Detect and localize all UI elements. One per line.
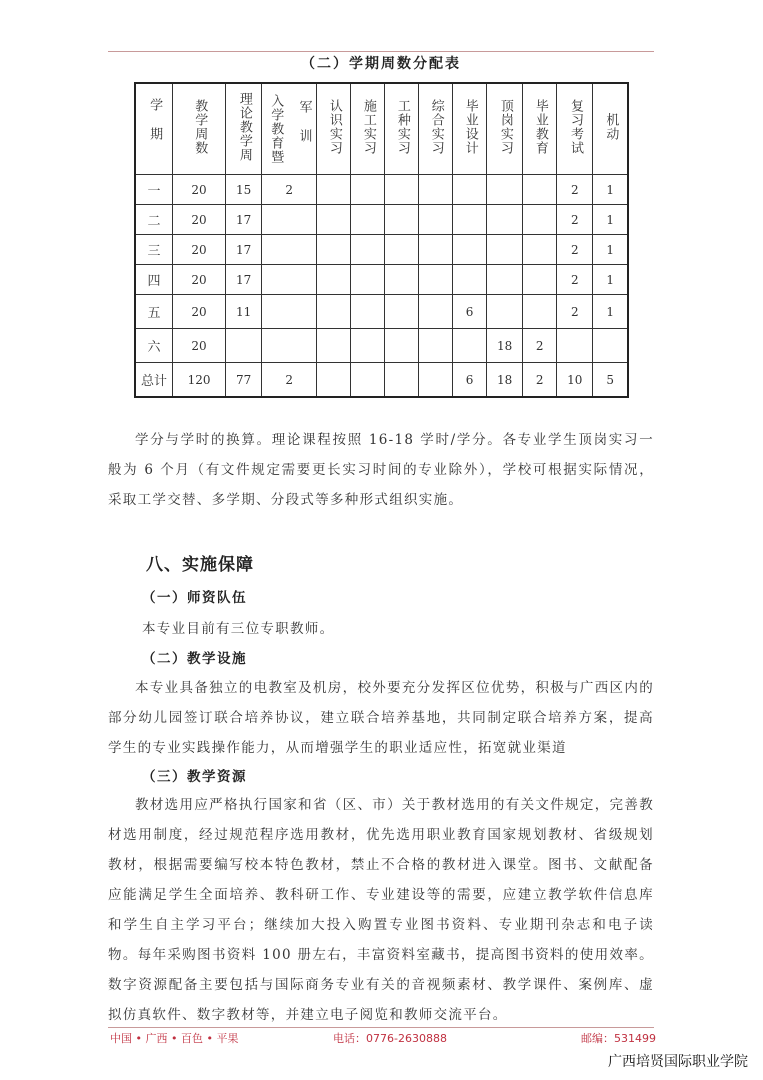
weeks-cell: 1 [593,175,628,205]
table-row [135,329,628,363]
footer-location: 中国 • 广西 • 百色 • 平果 [110,1032,239,1045]
column-header [419,83,453,175]
weeks-cell [523,235,557,265]
column-header [593,83,628,175]
weeks-cell [317,265,351,295]
weeks-cell [385,235,419,265]
weeks-cell: 6 [453,295,487,329]
column-header-label: 毕业教育 [532,99,548,155]
weeks-cell [351,175,385,205]
column-header-label: 入学教育暨 [268,94,284,164]
weeks-cell [262,235,317,265]
column-header [135,83,173,175]
weeks-cell [453,175,487,205]
weeks-cell [419,329,453,363]
column-header [385,83,419,175]
table-row [135,295,628,329]
weeks-cell: 1 [593,265,628,295]
weeks-cell [317,295,351,329]
column-header-label: 综合实习 [428,99,444,155]
weeks-cell [262,295,317,329]
weeks-cell [262,265,317,295]
weeks-cell: 2 [557,205,593,235]
weeks-cell [523,265,557,295]
semester-cell: 二 [135,205,173,235]
weeks-cell [453,235,487,265]
weeks-cell: 17 [226,205,262,235]
column-header [487,83,523,175]
weeks-cell [351,295,385,329]
weeks-cell: 10 [557,363,593,398]
column-header [453,83,487,175]
weeks-cell: 20 [173,175,226,205]
weeks-cell: 1 [593,205,628,235]
weeks-cell [351,329,385,363]
weeks-cell [385,265,419,295]
weeks-cell [351,363,385,398]
weeks-cell [351,205,385,235]
weeks-cell [453,329,487,363]
weeks-cell: 15 [226,175,262,205]
table-row [135,363,628,398]
weeks-cell [487,295,523,329]
column-header [351,83,385,175]
table-row [135,235,628,265]
weeks-cell [453,205,487,235]
subsection-heading-faculty: （一）师资队伍 [142,590,247,606]
resources-paragraph [108,790,654,1030]
paragraph-text: 学分与学时的换算。理论课程按照 16-18 学时/学分。各专业学生顶岗实习一般为 6 个月（有文件规定需要更长实习时间的专业除外），学校可根据实际情况，采取工学交替、多学期、分段式等多种形式组织实施。 [108,432,654,508]
column-header-label: 机动 [603,113,619,141]
school-name: 广西培贤国际职业学院 [608,1054,748,1070]
weeks-cell [385,363,419,398]
column-header-label: 工种实习 [394,99,410,155]
table-title: （二）学期周数分配表 [301,56,461,72]
weeks-cell: 1 [593,295,628,329]
column-header [317,83,351,175]
weeks-cell [262,205,317,235]
weeks-cell [317,329,351,363]
paragraph-text: 教材选用应严格执行国家和省（区、市）关于教材选用的有关文件规定，完善教材选用制度，经过规范程序选用教材，优先选用职业教育国家规划教材、省级规划教材，根据需要编写校本特色教材，禁止不合格的教材进入课堂。图书、文献配备应能满足学生全面培养、教科研工作、专业建设等的需要，应建立教学软件信息库和学生自主学习平台；继续加大投入购置专业图书资料、专业期刊杂志和电子读物。每年采购图书资料 100 册左右，丰富资料室藏书，提高图书资料的使用效率。数字资源配备主要包括与国际商务专业有关的音视频素材、教学课件、案例库、虚拟仿真软件、数字教材等，并建立电子阅览和教师交流平台。 [108,797,654,1023]
weeks-cell: 1 [593,235,628,265]
column-header [557,83,593,175]
section-heading: 八、实施保障 [146,555,254,575]
weeks-cell [351,235,385,265]
weeks-cell [385,175,419,205]
column-header-label: 施工实习 [360,99,376,155]
table-header-row [135,83,628,175]
footer-rule [108,1027,654,1028]
weeks-cell: 120 [173,363,226,398]
column-header [226,83,262,175]
weeks-cell [523,175,557,205]
semester-weeks-table [134,82,629,398]
subsection-heading-facilities: （二）教学设施 [142,651,247,667]
semester-cell: 五 [135,295,173,329]
weeks-cell [523,295,557,329]
paragraph-text: 本专业具备独立的电教室及机房，校外要充分发挥区位优势，积极与广西区内的部分幼儿园签订联合培养协议，建立联合培养基地，共同制定联合培养方案，提高学生的专业实践操作能力，从而增强学生的职业适应性，拓宽就业渠道 [108,680,654,756]
weeks-cell: 18 [487,363,523,398]
weeks-cell: 2 [557,175,593,205]
weeks-cell [453,265,487,295]
table-row [135,175,628,205]
credit-conversion-paragraph [108,425,654,515]
weeks-cell [593,329,628,363]
column-header [262,83,317,175]
semester-cell: 六 [135,329,173,363]
weeks-cell [317,235,351,265]
semester-cell: 三 [135,235,173,265]
weeks-cell [487,205,523,235]
table-row [135,205,628,235]
column-header-label: 毕业设计 [462,99,478,155]
column-header-label: 顶岗实习 [497,99,513,155]
column-header-label: 理论教学周 [236,92,252,162]
column-header [173,83,226,175]
faculty-text: 本专业目前有三位专职教师。 [142,621,335,637]
weeks-cell [487,175,523,205]
weeks-cell [317,205,351,235]
semester-cell: 总计 [135,363,173,398]
weeks-cell [419,205,453,235]
weeks-cell [385,329,419,363]
weeks-cell [317,175,351,205]
weeks-cell: 77 [226,363,262,398]
semester-cell: 一 [135,175,173,205]
weeks-cell: 2 [557,265,593,295]
weeks-cell: 20 [173,265,226,295]
column-header-label: 教学周数 [192,99,208,155]
weeks-cell [487,235,523,265]
weeks-cell [419,235,453,265]
weeks-cell [385,205,419,235]
weeks-cell [419,265,453,295]
weeks-cell: 20 [173,295,226,329]
semester-cell: 四 [135,265,173,295]
footer-phone: 电话：0776-2630888 [333,1032,447,1045]
weeks-cell: 2 [523,363,557,398]
weeks-cell [419,363,453,398]
weeks-cell [385,295,419,329]
weeks-cell [317,363,351,398]
weeks-cell [419,295,453,329]
subsection-heading-resources: （三）教学资源 [142,769,247,785]
weeks-cell: 20 [173,235,226,265]
weeks-cell: 2 [557,295,593,329]
weeks-cell: 2 [523,329,557,363]
weeks-cell: 17 [226,235,262,265]
weeks-cell: 20 [173,205,226,235]
weeks-cell: 2 [262,363,317,398]
weeks-cell: 6 [453,363,487,398]
weeks-cell: 2 [557,235,593,265]
column-header-label: 军训 [296,100,312,158]
footer-postcode: 邮编：531499 [581,1032,656,1045]
column-header-label: 学期 [147,98,163,156]
weeks-cell [557,329,593,363]
facilities-paragraph [108,673,654,763]
weeks-cell: 20 [173,329,226,363]
column-header-label: 复习考试 [567,99,583,155]
weeks-cell [226,329,262,363]
weeks-cell [351,265,385,295]
table-row [135,265,628,295]
weeks-cell: 2 [262,175,317,205]
column-header-label: 认识实习 [326,99,342,155]
weeks-cell: 11 [226,295,262,329]
header-rule [108,51,654,52]
weeks-cell: 18 [487,329,523,363]
weeks-cell [487,265,523,295]
weeks-cell: 5 [593,363,628,398]
column-header [523,83,557,175]
weeks-cell [523,205,557,235]
weeks-cell [262,329,317,363]
weeks-cell: 17 [226,265,262,295]
weeks-cell [419,175,453,205]
